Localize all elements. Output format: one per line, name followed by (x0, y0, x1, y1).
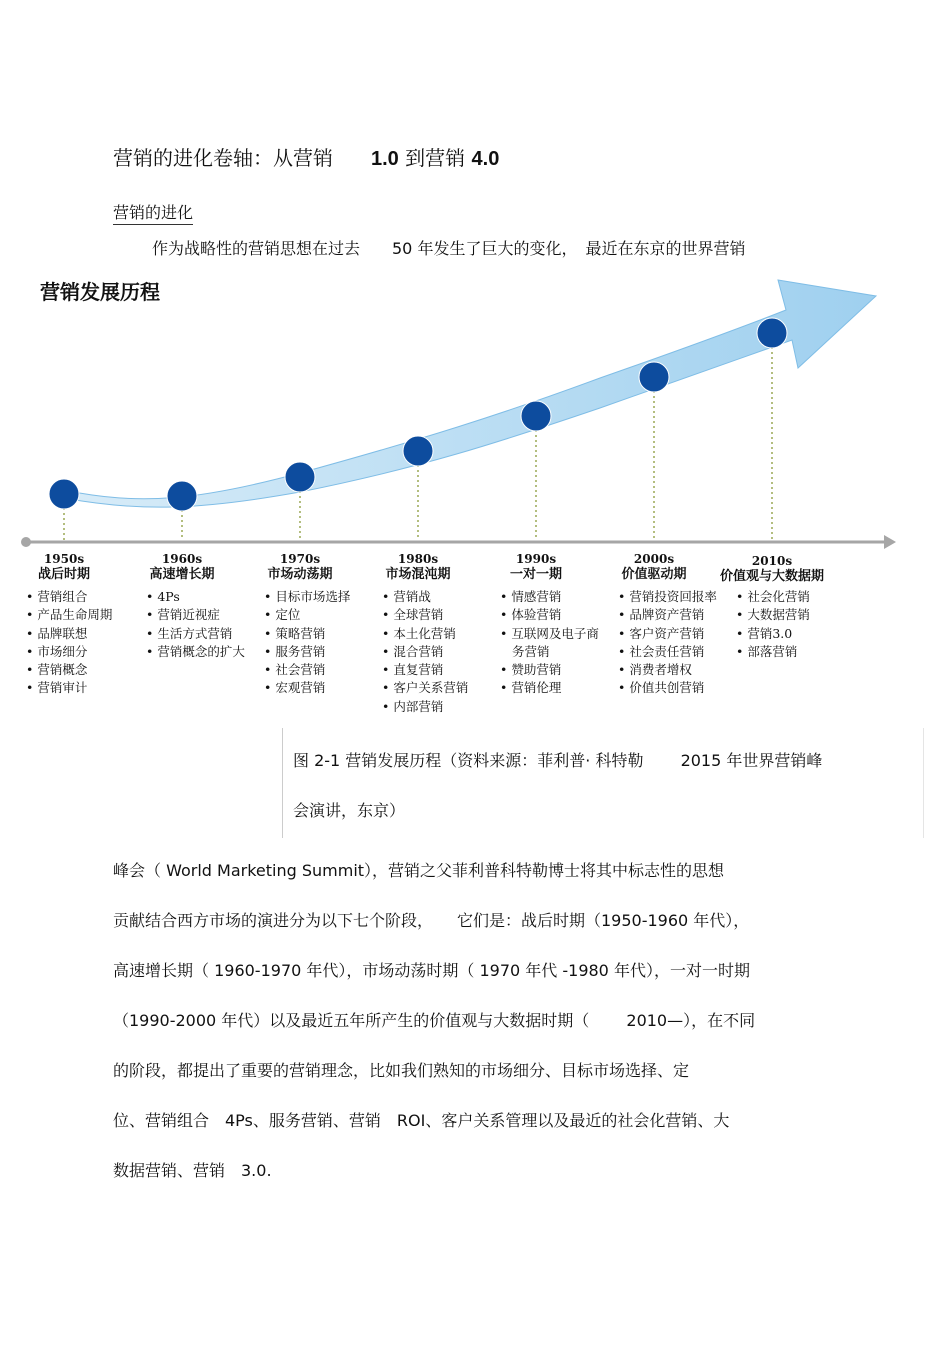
title-version-2: 4.0 (471, 148, 500, 170)
concept-item: • 营销3.0 (736, 625, 810, 643)
era-year: 1970s (279, 552, 321, 566)
era-name: 市场混沌期 (385, 567, 451, 582)
era-header (358, 551, 478, 583)
concept-item: • 产品生命周期 (26, 606, 112, 624)
section-subheading: 营销的进化 (113, 200, 193, 225)
concept-item: • 品牌资产营销 (618, 606, 717, 624)
concept-item: • 品牌联想 (26, 625, 112, 643)
era-header (476, 551, 596, 583)
title-version-1: 1.0 (371, 148, 399, 170)
era-concepts-list (500, 588, 599, 698)
concept-item: • 消费者增权 (618, 661, 717, 679)
concept-item: • 体验营销 (500, 606, 599, 624)
timeline-figure (0, 270, 950, 560)
body-text-line: 数据营销、营销 3.0. (113, 1161, 272, 1180)
title-part-1: 营销的进化卷轴：从营销 (113, 146, 333, 170)
concept-item: • 营销审计 (26, 679, 112, 697)
body-text-line: 贡献结合西方市场的演进分为以下七个阶段， 它们是：战后时期（1950-1960 年代）， (113, 911, 750, 930)
era-year: 2010s (751, 554, 793, 568)
era-name: 高速增长期 (149, 567, 215, 582)
concept-item: • 客户资产营销 (618, 625, 717, 643)
era-header (122, 551, 242, 583)
concept-item: • 互联网及电子商 (500, 625, 599, 643)
concept-item: • 情感营销 (500, 588, 599, 606)
concept-item: • 社会化营销 (736, 588, 810, 606)
concept-item: • 本土化营销 (382, 625, 468, 643)
concept-item: • 宏观营销 (264, 679, 350, 697)
era-concepts-list (26, 588, 112, 698)
concept-item: • 社会责任营销 (618, 643, 717, 661)
body-text-line: 位、营销组合 4Ps、服务营销、营销 ROI、客户关系管理以及最近的社会化营销、大 (113, 1111, 730, 1130)
caption-line-1: 图 2-1 营销发展历程（资料来源：菲利普· 科特勒 2015 年世界营销峰 (293, 751, 823, 770)
era-marker-1 (167, 481, 197, 511)
era-concepts-list (736, 588, 810, 661)
concept-item: • 大数据营销 (736, 606, 810, 624)
era-marker-6 (757, 318, 787, 348)
era-name: 一对一期 (509, 567, 562, 582)
concept-item: • 策略营销 (264, 625, 350, 643)
era-marker-3 (403, 436, 433, 466)
concept-item: • 定位 (264, 606, 350, 624)
era-name: 战后时期 (37, 567, 90, 582)
concept-item: • 营销近视症 (146, 606, 245, 624)
concept-item: • 营销概念的扩大 (146, 643, 245, 661)
era-year: 1990s (515, 552, 557, 566)
era-name: 市场动荡期 (267, 567, 333, 582)
era-year: 1950s (43, 552, 85, 566)
intro-paragraph: 作为战略性的营销思想在过去 50 年发生了巨大的变化， 最近在东京的世界营销 (152, 239, 746, 258)
figure-title: 营销发展历程 (40, 280, 160, 304)
era-year: 1980s (397, 552, 439, 566)
era-concepts-list (618, 588, 717, 698)
era-header (594, 551, 714, 583)
concept-item: • 生活方式营销 (146, 625, 245, 643)
concept-item: • 赞助营销 (500, 661, 599, 679)
era-year: 2000s (633, 552, 675, 566)
page-title (113, 142, 499, 171)
era-marker-2 (285, 462, 315, 492)
concept-item: • 全球营销 (382, 606, 468, 624)
concept-item: • 目标市场选择 (264, 588, 350, 606)
concept-item: • 混合营销 (382, 643, 468, 661)
figure-caption-box (282, 728, 924, 838)
concept-item: • 营销战 (382, 588, 468, 606)
concept-item: • 客户关系营销 (382, 679, 468, 697)
era-header (4, 551, 124, 583)
concept-item: • 服务营销 (264, 643, 350, 661)
era-year: 1960s (161, 552, 203, 566)
axis-arrow-head (884, 535, 896, 549)
body-text-line: （1990-2000 年代）以及最近五年所产生的价值观与大数据时期（ 2010—），在不同 (113, 1011, 756, 1030)
concept-item: • 市场细分 (26, 643, 112, 661)
concept-item: • 营销伦理 (500, 679, 599, 697)
concept-item: 务营销 (512, 643, 550, 659)
era-marker-4 (521, 401, 551, 431)
concept-item: • 价值共创营销 (618, 679, 717, 697)
era-concepts-list (264, 588, 350, 698)
body-text-line: 高速增长期（ 1960-1970 年代），市场动荡时期（ 1970 年代 -1980 年代），一对一时期 (113, 961, 750, 980)
era-header (712, 553, 832, 585)
era-name: 价值观与大数据期 (719, 569, 824, 584)
era-marker-5 (639, 362, 669, 392)
concept-item: • 社会营销 (264, 661, 350, 679)
era-concepts-list (382, 588, 468, 716)
growth-arrow (64, 280, 876, 507)
body-text-line: 的阶段，都提出了重要的营销理念，比如我们熟知的市场细分、目标市场选择、定 (113, 1061, 690, 1080)
axis-start-dot (21, 537, 31, 547)
era-concepts-list (146, 588, 245, 661)
concept-item: • 营销组合 (26, 588, 112, 606)
title-part-2: 到营销 (405, 146, 466, 170)
caption-line-2: 会演讲，东京） (293, 801, 406, 820)
era-header (240, 551, 360, 583)
concept-item: • 部落营销 (736, 643, 810, 661)
body-text-line: 峰会（ World Marketing Summit），营销之父菲利普科特勒博士将其中标志性的思想 (113, 861, 725, 880)
concept-item: • 营销投资回报率 (618, 588, 717, 606)
concept-item: • 4Ps (146, 588, 245, 606)
concept-item: • 营销概念 (26, 661, 112, 679)
era-marker-0 (49, 479, 79, 509)
concept-item: • 直复营销 (382, 661, 468, 679)
concept-item: • 内部营销 (382, 698, 468, 716)
era-name: 价值驱动期 (621, 567, 687, 582)
